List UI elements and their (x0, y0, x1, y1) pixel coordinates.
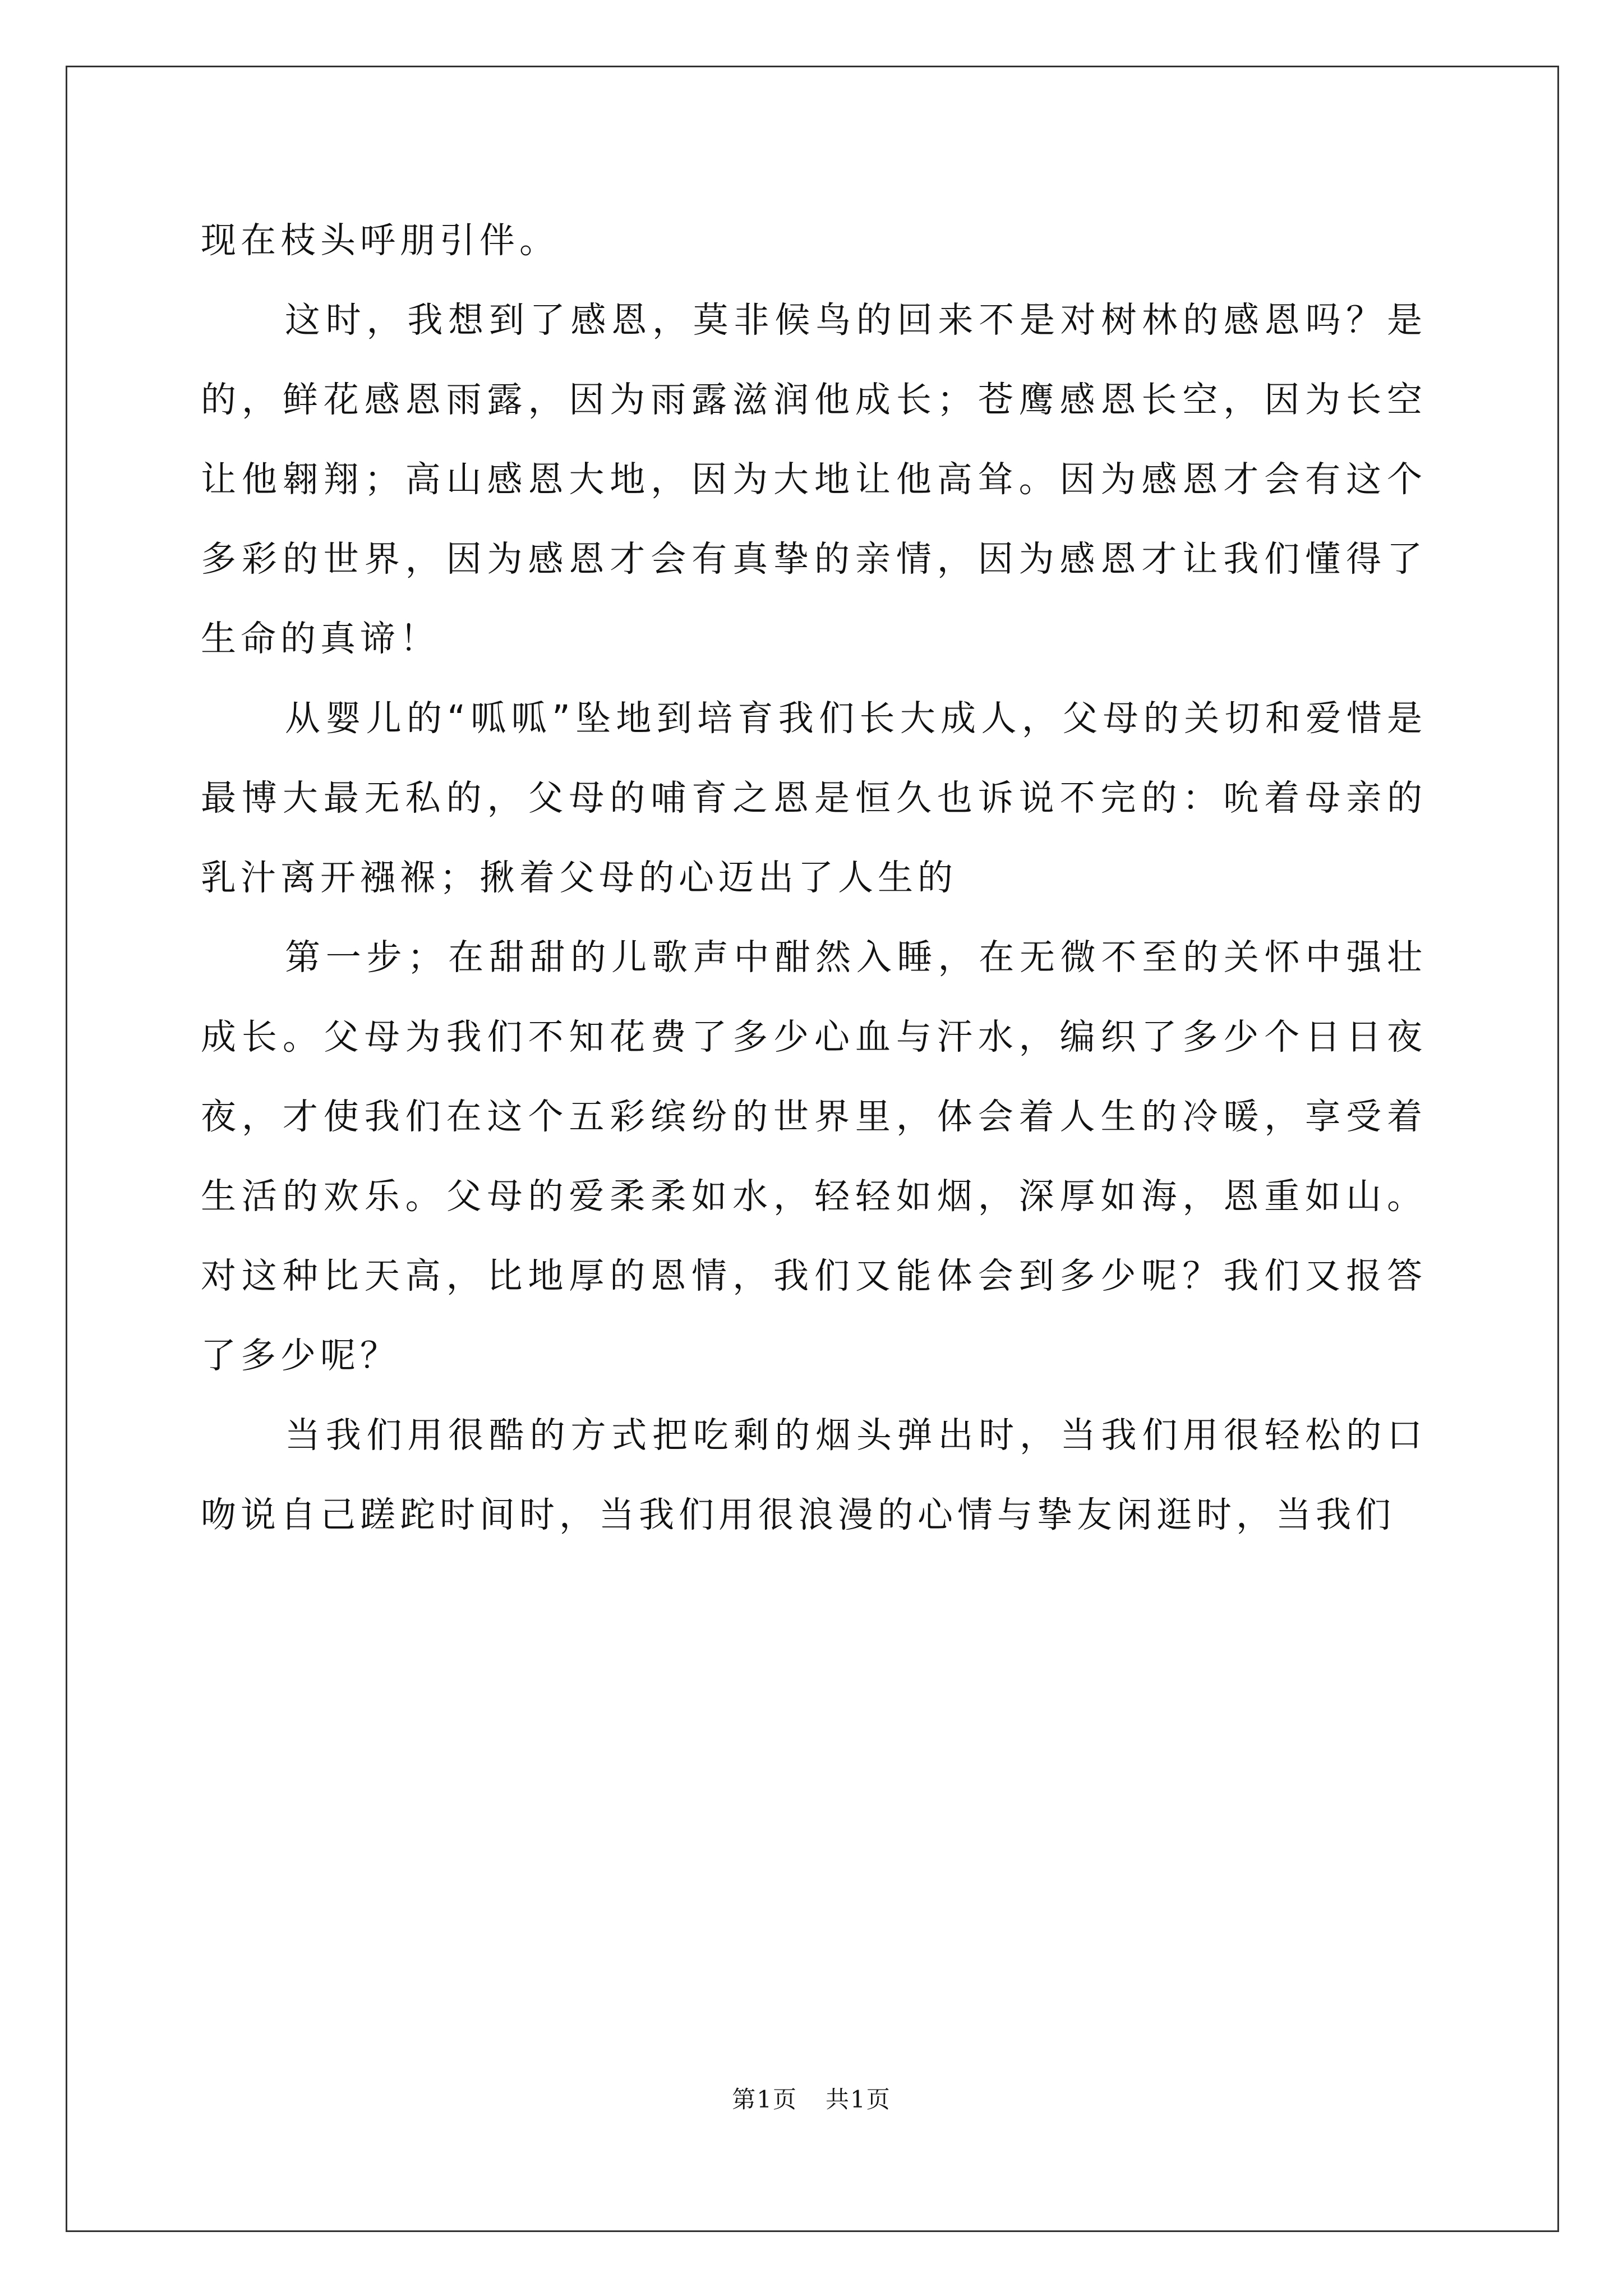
paragraph-4: 第一步；在甜甜的儿歌声中酣然入睡，在无微不至的关怀中强壮成长。父母为我们不知花费了多少心血与汗水，编织了多少个日日夜夜，才使我们在这个五彩缤纷的世界里，体会着人生的冷暖，享受着生活的欢乐。父母的爱柔柔如水，轻轻如烟，深厚如海，恩重如山。对这种比天高，比地厚的恩情，我们又能体会到多少呢？我们又报答了多少呢？ (201, 937, 1427, 1376)
paragraph-5: 当我们用很酷的方式把吃剩的烟头弹出时，当我们用很轻松的口吻说自己蹉跎时间时，当我们用很浪漫的心情与挚友闲逛时，当我们 (201, 1415, 1427, 1535)
paragraph-2: 这时，我想到了感恩，莫非候鸟的回来不是对树林的感恩吗？是的，鲜花感恩雨露，因为雨露滋润他成长；苍鹰感恩长空，因为长空让他翱翔；高山感恩大地，因为大地让他高耸。因为感恩才会有这个多彩的世界，因为感恩才会有真挚的亲情，因为感恩才让我们懂得了生命的真谛！ (201, 300, 1427, 659)
document-body (201, 201, 1427, 1555)
paragraph-3: 从婴儿的“呱呱”坠地到培育我们长大成人，父母的关切和爱惜是最博大最无私的，父母的哺育之恩是恒久也诉说不完的：吮着母亲的乳汁离开襁褓；揪着父母的心迈出了人生的 (201, 698, 1427, 898)
page-total: 共1页 (826, 2086, 891, 2113)
page-footer (0, 2081, 1623, 2115)
paragraph-1: 现在枝头呼朋引伴。 (201, 220, 559, 261)
page-number: 第1页 (732, 2086, 797, 2113)
